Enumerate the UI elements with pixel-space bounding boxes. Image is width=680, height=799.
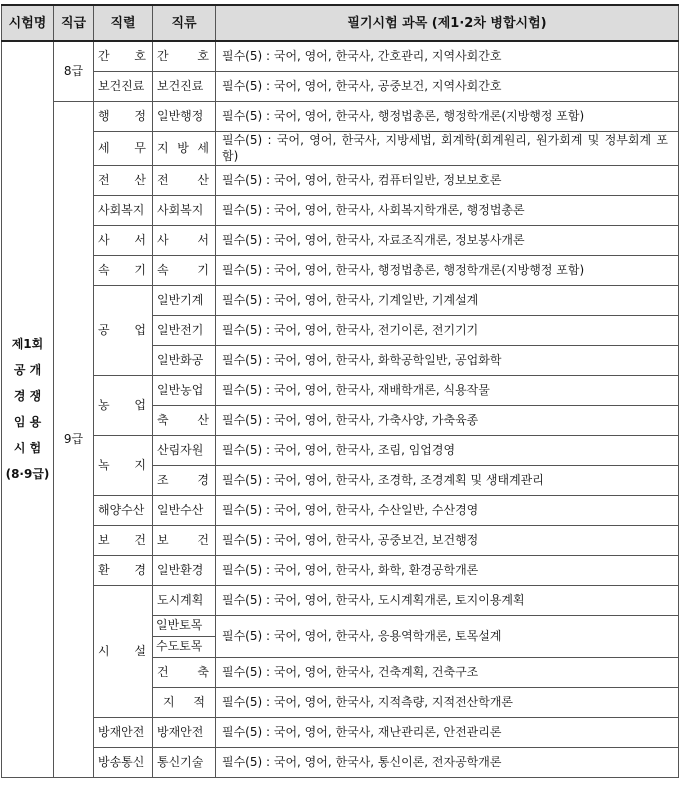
subjects-cell: 필수(5) : 국어, 영어, 한국사, 행정법총론, 행정학개론(지방행정 포함) [216,101,679,131]
subjects-cell: 필수(5) : 국어, 영어, 한국사, 가축사양, 가축육종 [216,405,679,435]
exam-name-line: 제1회 [11,337,44,352]
exam-name-line: 임 용 [13,415,42,430]
exam-name-line: 경 쟁 [13,389,42,404]
kind-cell: 일반환경 [153,555,216,585]
grade-cell-8: 8급 [54,41,94,101]
series-cell: 방재안전 [94,717,153,747]
table-row [2,101,679,131]
table-row [2,495,679,525]
subjects-cell: 필수(5) : 국어, 영어, 한국사, 화학, 환경공학개론 [216,555,679,585]
series-cell: 간 호 [94,41,153,71]
subjects-cell: 필수(5) : 국어, 영어, 한국사, 재배학개론, 식용작물 [216,375,679,405]
exam-name-line: 시 험 [13,441,42,456]
table-row [2,131,679,165]
kind-cell: 일반기계 [153,285,216,315]
header-exam: 시험명 [2,5,54,41]
subjects-cell: 필수(5) : 국어, 영어, 한국사, 공중보건, 보건행정 [216,525,679,555]
kind-cell: 간 호 [153,41,216,71]
series-cell: 시 설 [94,585,153,717]
series-cell: 세 무 [94,131,153,165]
exam-name-line: (8·9급) [5,467,50,482]
header-kind: 직류 [153,5,216,41]
subjects-cell: 필수(5) : 국어, 영어, 한국사, 공중보건, 지역사회간호 [216,71,679,101]
table-row [2,41,679,71]
series-cell: 전 산 [94,165,153,195]
series-cell: 해양수산 [94,495,153,525]
subjects-cell: 필수(5) : 국어, 영어, 한국사, 지적측량, 지적전산학개론 [216,687,679,717]
subjects-cell: 필수(5) : 국어, 영어, 한국사, 지방세법, 회계학(회계원리, 원가회계 및 정부회계 포함) [216,131,679,165]
kind-cell: 전 산 [153,165,216,195]
table-row [2,747,679,777]
table-row [2,435,679,465]
subjects-cell: 필수(5) : 국어, 영어, 한국사, 행정법총론, 행정학개론(지방행정 포함) [216,255,679,285]
series-cell: 환 경 [94,555,153,585]
subjects-cell: 필수(5) : 국어, 영어, 한국사, 재난관리론, 안전관리론 [216,717,679,747]
table-row [2,525,679,555]
kind-cell: 보 건 [153,525,216,555]
subjects-cell: 필수(5) : 국어, 영어, 한국사, 조경학, 조경계획 및 생태계관리 [216,465,679,495]
kind-cell: 통신기술 [153,747,216,777]
subjects-cell: 필수(5) : 국어, 영어, 한국사, 응용역학개론, 토목설계 [216,615,679,657]
kind-cell: 속 기 [153,255,216,285]
kind-cell: 일반수산 [153,495,216,525]
kind-cell: 지 적 [153,687,216,717]
kind-cell: 일반농업 [153,375,216,405]
subjects-cell: 필수(5) : 국어, 영어, 한국사, 건축계획, 건축구조 [216,657,679,687]
table-row [2,585,679,615]
subjects-cell: 필수(5) : 국어, 영어, 한국사, 간호관리, 지역사회간호 [216,41,679,71]
kind-cell: 축 산 [153,405,216,435]
subjects-cell: 필수(5) : 국어, 영어, 한국사, 화학공학일반, 공업화학 [216,345,679,375]
table-row [2,285,679,315]
kind-cell: 일반화공 [153,345,216,375]
series-cell: 녹 지 [94,435,153,495]
kind-cell: 방재안전 [153,717,216,747]
subjects-cell: 필수(5) : 국어, 영어, 한국사, 자료조직개론, 정보봉사개론 [216,225,679,255]
header-subjects: 필기시험 과목 (제1·2차 병합시험) [216,5,679,41]
subjects-cell: 필수(5) : 국어, 영어, 한국사, 사회복지학개론, 행정법총론 [216,195,679,225]
table-row [2,717,679,747]
series-cell: 사회복지 [94,195,153,225]
series-cell: 행 정 [94,101,153,131]
kind-cell: 사회복지 [153,195,216,225]
grade-cell-9: 9급 [54,101,94,777]
subjects-cell: 필수(5) : 국어, 영어, 한국사, 컴퓨터일반, 정보보호론 [216,165,679,195]
kind-cell: 사 서 [153,225,216,255]
table-row [2,255,679,285]
table-row [2,375,679,405]
kind-cell: 일반전기 [153,315,216,345]
table-row [2,225,679,255]
table-row [2,555,679,585]
exam-name-line: 공 개 [13,363,42,378]
header-series: 직렬 [94,5,153,41]
series-cell: 속 기 [94,255,153,285]
series-cell: 사 서 [94,225,153,255]
kind-cell: 수도토목 [153,636,216,657]
kind-cell: 일반행정 [153,101,216,131]
kind-cell: 조 경 [153,465,216,495]
kind-cell: 보건진료 [153,71,216,101]
subjects-cell: 필수(5) : 국어, 영어, 한국사, 조림, 임업경영 [216,435,679,465]
series-cell: 보 건 [94,525,153,555]
table-row [2,71,679,101]
header-grade: 직급 [54,5,94,41]
exam-name-cell [2,41,54,777]
subjects-cell: 필수(5) : 국어, 영어, 한국사, 기계일반, 기계설계 [216,285,679,315]
subjects-cell: 필수(5) : 국어, 영어, 한국사, 수산일반, 수산경영 [216,495,679,525]
series-cell: 보건진료 [94,71,153,101]
subjects-cell: 필수(5) : 국어, 영어, 한국사, 도시계획개론, 토지이용계획 [216,585,679,615]
header-row [2,5,679,41]
table-row [2,195,679,225]
kind-cell: 산림자원 [153,435,216,465]
series-cell: 공 업 [94,285,153,375]
kind-cell: 지 방 세 [153,131,216,165]
series-cell: 방송통신 [94,747,153,777]
kind-cell: 건 축 [153,657,216,687]
kind-cell: 도시계획 [153,585,216,615]
subjects-cell: 필수(5) : 국어, 영어, 한국사, 통신이론, 전자공학개론 [216,747,679,777]
subjects-cell: 필수(5) : 국어, 영어, 한국사, 전기이론, 전기기기 [216,315,679,345]
series-cell: 농 업 [94,375,153,435]
table-row [2,165,679,195]
kind-cell: 일반토목 [153,615,216,636]
exam-subjects-table [1,4,679,778]
